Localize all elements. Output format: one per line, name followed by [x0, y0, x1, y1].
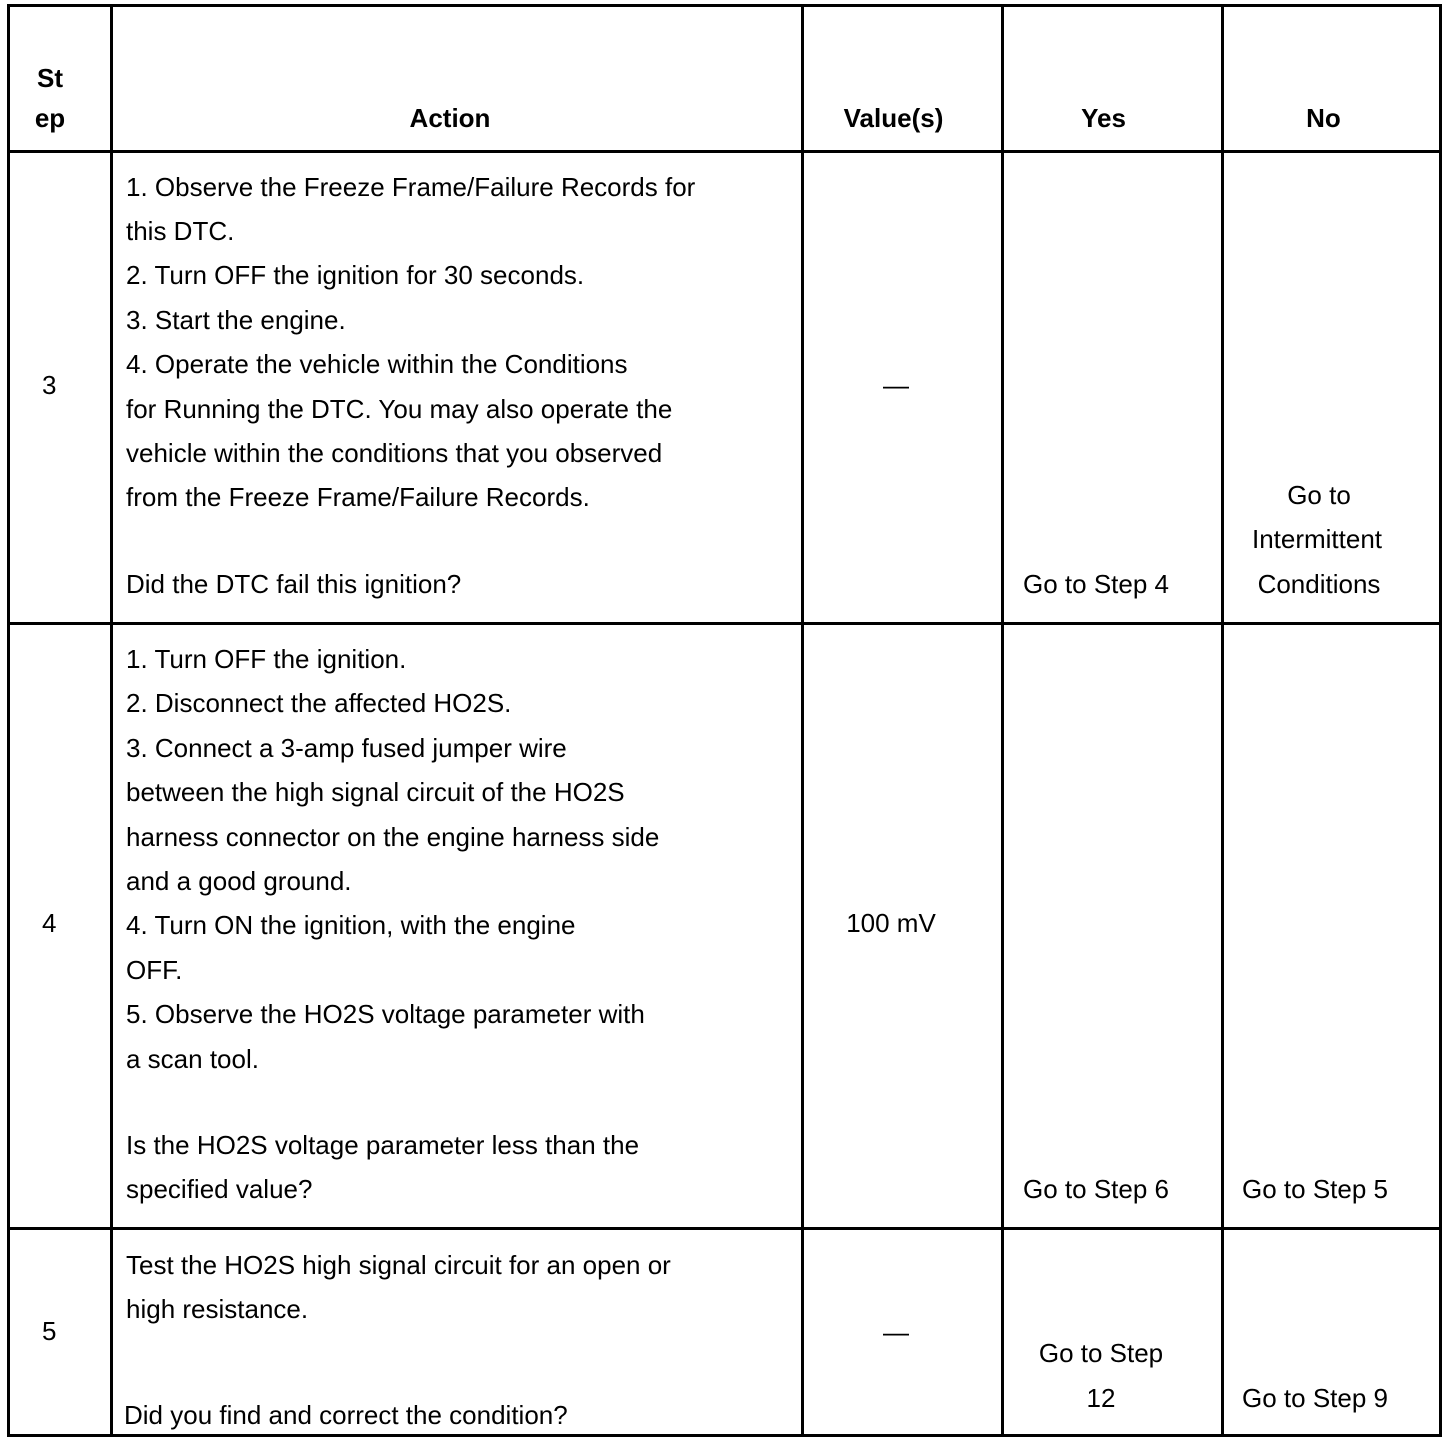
- action-line: this DTC.: [126, 216, 235, 246]
- action-question: Did you find and correct the condition?: [124, 1400, 568, 1430]
- value-cell: —: [883, 370, 909, 400]
- action-line: vehicle within the conditions that you observed: [126, 438, 663, 468]
- action-line: high resistance.: [126, 1294, 309, 1324]
- column-divider: [801, 7, 804, 1434]
- yes-cell: Go to Step: [1038, 1338, 1164, 1368]
- action-line: 2. Turn OFF the ignition for 30 seconds.: [126, 260, 585, 290]
- action-line: for Running the DTC. You may also operate the: [126, 394, 673, 424]
- action-line: 4. Turn ON the ignition, with the engine: [126, 910, 576, 940]
- header-yes: Yes: [1081, 103, 1126, 133]
- no-cell: Go to Step 9: [1242, 1383, 1388, 1413]
- action-line: between the high signal circuit of the HO2S: [126, 777, 625, 807]
- step-number: 5: [42, 1316, 57, 1346]
- yes-cell: 12: [1086, 1383, 1116, 1413]
- header-no: No: [1306, 103, 1341, 133]
- action-line: from the Freeze Frame/Failure Records.: [126, 482, 590, 512]
- action-line: 4. Operate the vehicle within the Conditions: [126, 349, 628, 379]
- action-question: Is the HO2S voltage parameter less than the: [126, 1130, 640, 1160]
- step-number: 3: [42, 370, 57, 400]
- action-line: a scan tool.: [126, 1044, 259, 1074]
- header-divider: [10, 150, 1439, 153]
- header-step-line1: St: [37, 63, 63, 93]
- action-line: Test the HO2S high signal circuit for an open or: [126, 1250, 671, 1280]
- action-question: Did the DTC fail this ignition?: [126, 569, 462, 599]
- action-line: 5. Observe the HO2S voltage parameter with: [126, 999, 645, 1029]
- action-line: 3. Start the engine.: [126, 305, 346, 335]
- column-divider: [1001, 7, 1004, 1434]
- row-divider: [10, 622, 1439, 625]
- action-question: specified value?: [126, 1174, 313, 1204]
- value-cell: —: [883, 1317, 909, 1347]
- action-line: 3. Connect a 3-amp fused jumper wire: [126, 733, 567, 763]
- row-divider: [10, 1227, 1439, 1230]
- no-cell: Go to Step 5: [1242, 1174, 1388, 1204]
- column-divider: [1221, 7, 1224, 1434]
- action-line: 1. Observe the Freeze Frame/Failure Records for: [126, 172, 696, 202]
- header-values: Value(s): [843, 103, 944, 133]
- action-line: OFF.: [126, 955, 183, 985]
- value-cell: 100 mV: [846, 908, 936, 938]
- no-cell: Conditions: [1257, 569, 1381, 599]
- no-cell: Go to: [1287, 480, 1351, 510]
- no-cell: Intermittent: [1251, 524, 1383, 554]
- yes-cell: Go to Step 6: [1023, 1174, 1169, 1204]
- action-line: and a good ground.: [126, 866, 352, 896]
- action-line: harness connector on the engine harness side: [126, 822, 660, 852]
- action-line: 2. Disconnect the affected HO2S.: [126, 688, 512, 718]
- header-step-line2: ep: [34, 103, 66, 133]
- yes-cell: Go to Step 4: [1023, 569, 1169, 599]
- step-number: 4: [42, 908, 57, 938]
- header-action: Action: [409, 103, 491, 133]
- column-divider: [110, 7, 113, 1434]
- action-line: 1. Turn OFF the ignition.: [126, 644, 407, 674]
